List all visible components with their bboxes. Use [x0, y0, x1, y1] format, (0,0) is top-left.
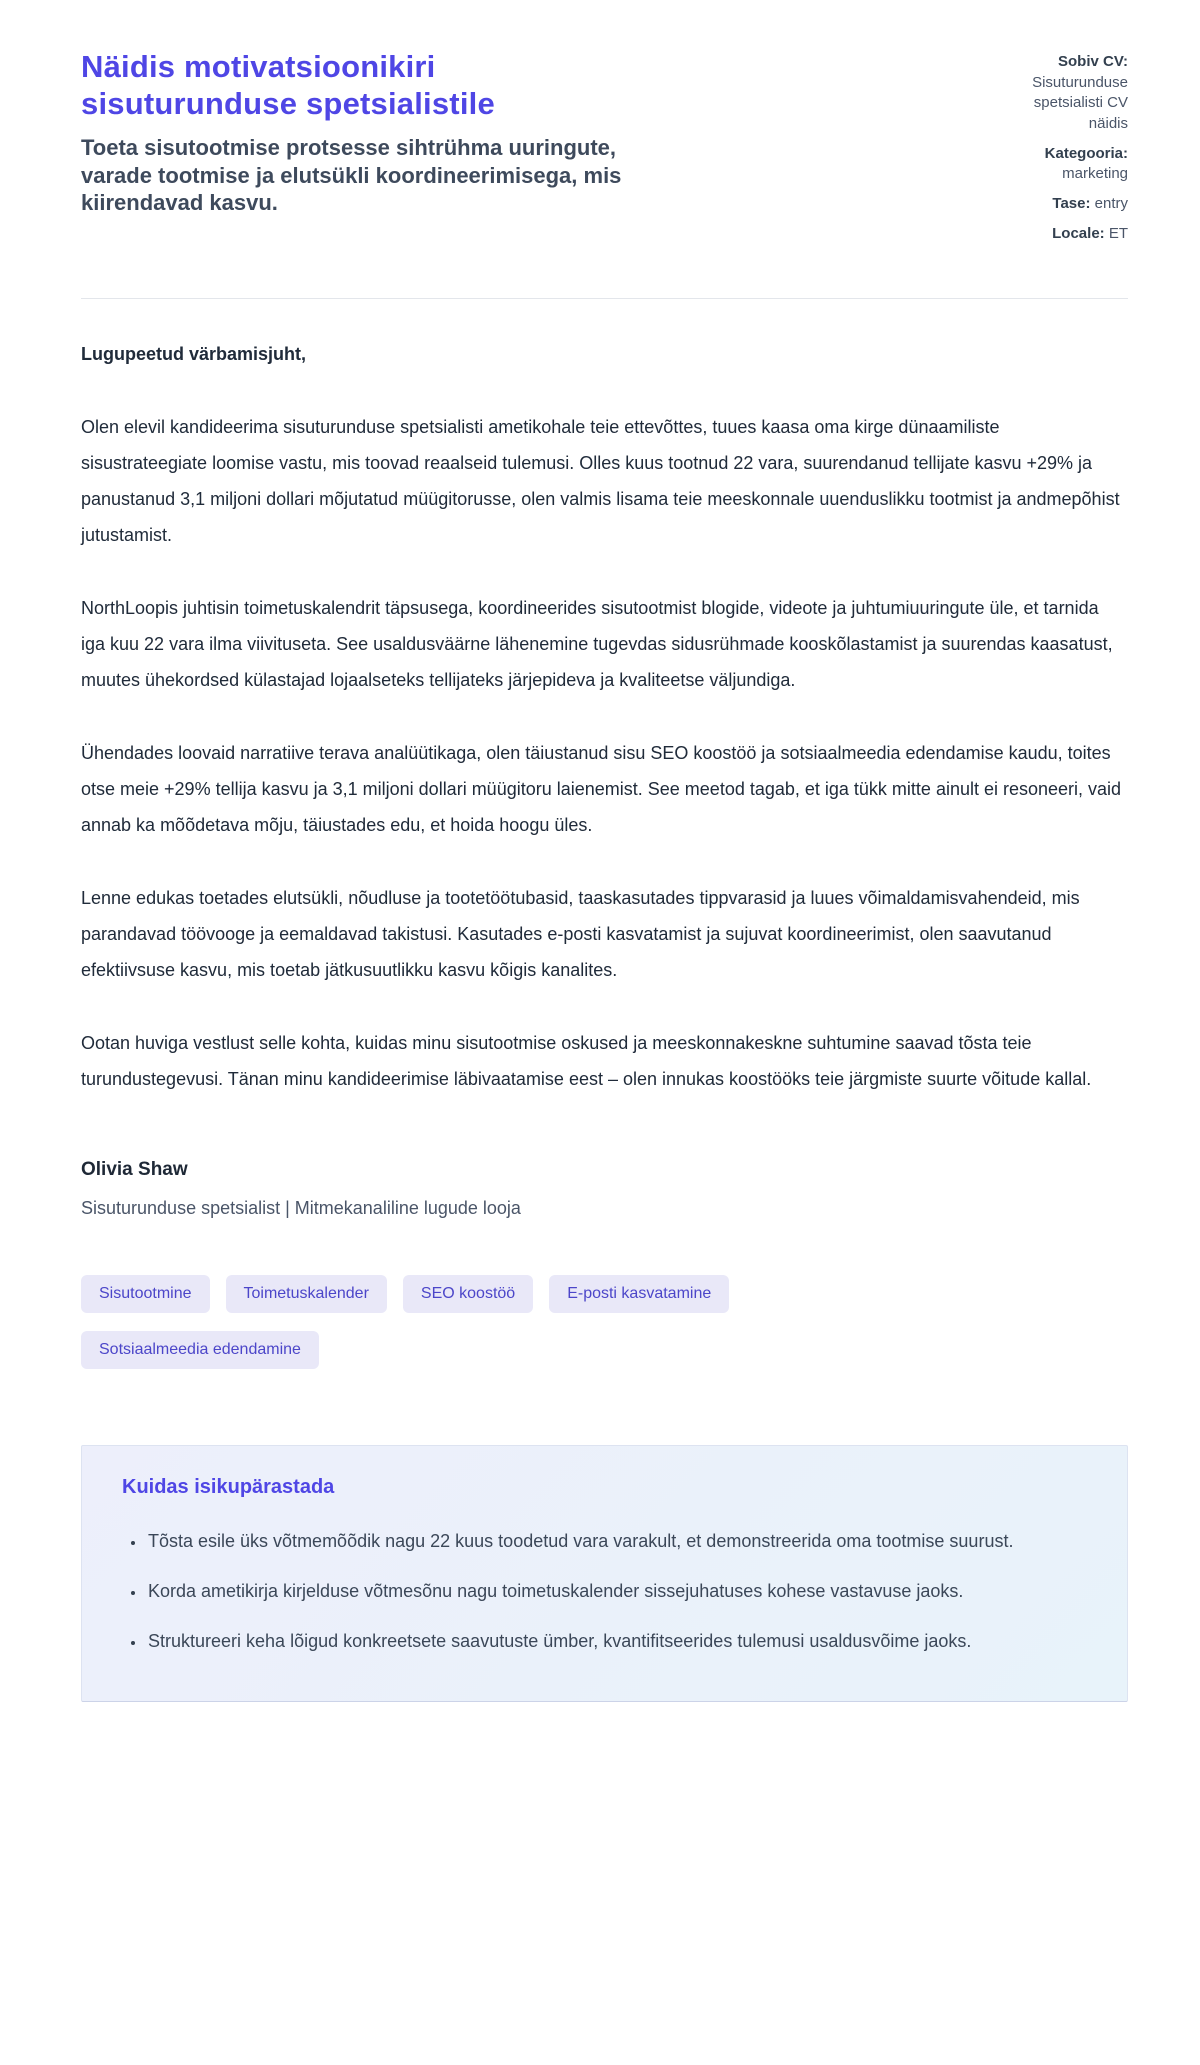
meta-label: Kategooria:	[1044, 144, 1128, 162]
tag-chip: SEO koostöö	[403, 1275, 533, 1313]
meta-item-locale	[1000, 224, 1128, 245]
tips-title: Kuidas isikupärastada	[122, 1475, 335, 1498]
tag-chip: Sotsiaalmeedia edendamine	[81, 1331, 319, 1369]
signature-role: Sisuturunduse spetsialist | Mitmekanaliline lugude looja	[81, 1197, 521, 1218]
personalization-tips-box	[81, 1445, 1128, 1702]
skill-tags	[81, 1275, 841, 1369]
letter-paragraph: Ootan huviga vestlust selle kohta, kuidas minu sisutootmise oskused ja meeskonnakeskne suhtumine saavad tõsta teie turundustegevusi. Tänan minu kandideerimise läbivaatamise eest – olen innukas koostööks teie järgmiste suurte võitude kallal.	[81, 1032, 1092, 1089]
meta-value: ET	[1108, 224, 1128, 242]
meta-value: marketing	[1062, 165, 1128, 183]
meta-label: Locale:	[1052, 224, 1105, 242]
tip-item: • Tõsta esile üks võtmemõõdik nagu 22 kuus toodetud vara varakult, et demonstreerida oma tootmise suurust.	[146, 1523, 1086, 1559]
meta-item-level	[1000, 194, 1128, 215]
meta-item-category	[1000, 144, 1128, 185]
letter-paragraph: NorthLoopis juhtisin toimetuskalendrit täpsusega, koordineerides sisutootmist blogide, videote ja juhtumiuuringute üle, et tarnida iga kuu 22 vara ilma viivituseta. See usaldusväärne lähenemine tugevdas sidusrühmade kooskõlastamist ja suurendas kaasatust, muutes ühekordsed külastajad lojaalseteks tellijateks järjepideva ja kvaliteetse väljundiga.	[81, 597, 1113, 690]
letter-body	[81, 336, 1128, 1097]
letter-paragraph: Ühendades loovaid narratiive terava analüütikaga, olen täiustanud sisu SEO koostöö ja sotsiaalmeedia edendamise kaudu, toites otse meie +29% tellija kasvu ja 3,1 miljoni dollari müügitoru laienemist. See meetod tagab, et iga tükk mitte ainult ei resoneeri, vaid annab ka mõõdetava mõju, täiustades edu, et hoida hoogu üles.	[81, 742, 1122, 835]
page-subtitle: Toeta sisutootmise protsesse sihtrühma uuringute, varade tootmise ja elutsükli koordineerimisega, mis kiirendavad kasvu.	[81, 135, 622, 216]
tip-item: • Struktureeri keha lõigud konkreetsete saavutuste ümber, kvantifitseerides tulemusi usaldusvõime jaoks.	[146, 1623, 1086, 1659]
page-title: Näidis motivatsioonikiri sisuturunduse spetsialistile	[81, 49, 495, 122]
meta-item-cv	[1000, 52, 1128, 135]
tip-item: • Korda ametikirja kirjelduse võtmesõnu nagu toimetuskalender sissejuhatuses kohese vastavuse jaoks.	[146, 1573, 1086, 1609]
header-divider	[81, 298, 1128, 299]
signature-block	[81, 1159, 1128, 1219]
header-left	[81, 48, 976, 217]
meta-label: Tase:	[1052, 195, 1091, 213]
meta-value: entry	[1094, 195, 1128, 213]
tag-chip: Toimetuskalender	[226, 1275, 387, 1313]
tips-list	[122, 1523, 1087, 1659]
meta-value: Sisuturunduse spetsialisti CV näidis	[1032, 73, 1128, 133]
tag-chip: Sisutootmine	[81, 1275, 210, 1313]
letter-paragraph: Lenne edukas toetades elutsükli, nõudluse ja tootetöötubasid, taaskasutades tippvarasid ja luues võimaldamisvahendeid, mis parandavad töövooge ja eemaldavad takistusi. Kasutades e-posti kasvatamist ja sujuvat koordineerimist, olen saavutanud efektiivsuse kasvu, mis toetab jätkusuutlikku kasvu kõigis kanalites.	[81, 887, 1080, 980]
signature-name: Olivia Shaw	[81, 1158, 188, 1180]
header	[81, 48, 1128, 254]
meta-label: Sobiv CV:	[1057, 53, 1128, 70]
header-meta	[1000, 48, 1128, 254]
letter-paragraph: Olen elevil kandideerima sisuturunduse spetsialisti ametikohale teie ettevõttes, tuues kaasa oma kirge dünaamiliste sisustrateegiate loomise vastu, mis toovad reaalseid tulemusi. Olles kuus tootnud 22 vara, suurendanud tellijate kasvu +29% ja panustanud 3,1 miljoni dollari mõjutatud müügitorusse, olen valmis lisama teie meeskonnale uuenduslikku tootmist ja andmepõhist jutustamist.	[81, 416, 1120, 545]
letter-greeting: Lugupeetud värbamisjuht,	[81, 343, 307, 364]
tag-chip: E-posti kasvatamine	[549, 1275, 729, 1313]
